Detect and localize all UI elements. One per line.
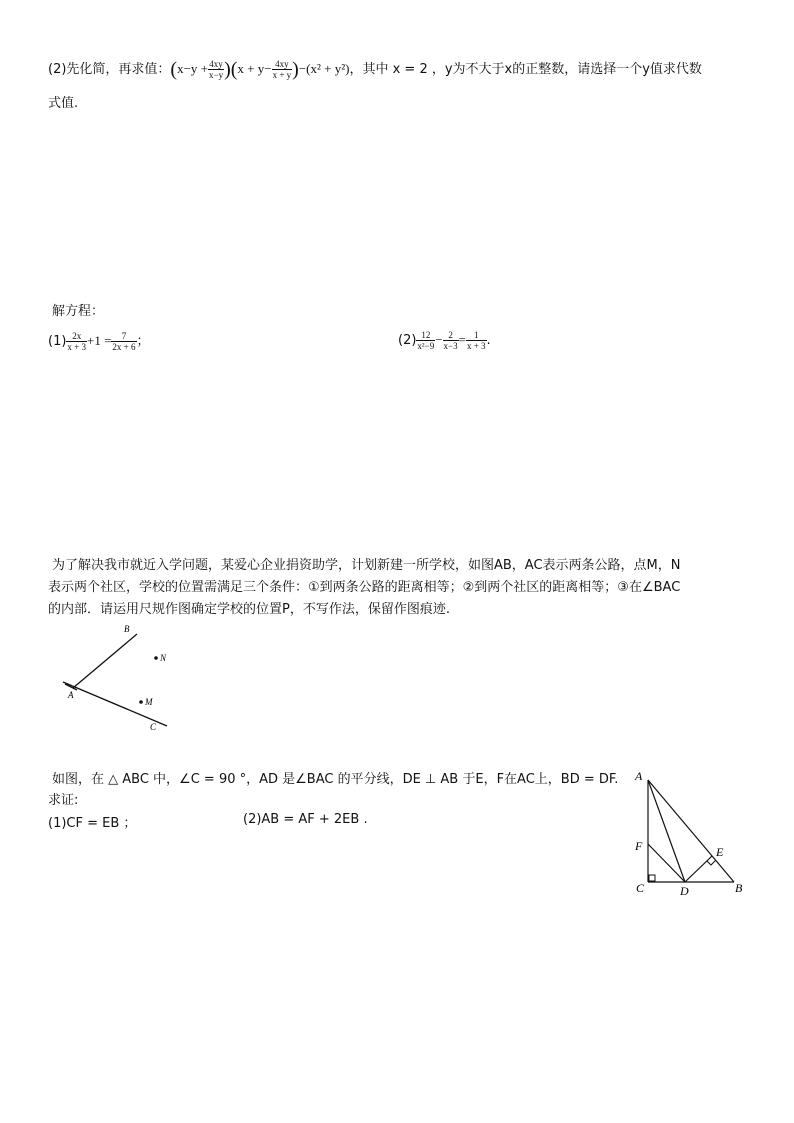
label-b: B — [735, 881, 743, 895]
q3-line2: 表示两个社区，学校的位置需满足三个条件：①到两条公路的距离相等；②到两个社区的距离相等；③在∠BAC — [48, 580, 681, 595]
label-a: A — [635, 769, 643, 783]
q1-term2-left: x + y− — [237, 61, 272, 76]
label-c: C — [150, 722, 157, 732]
q3-line3: 的内部．请运用尺规作图确定学校的位置P，不写作法，保留作图痕迹. — [48, 602, 450, 617]
q2-p2-fraction-2: $\frac{2}{x-3}$ — [443, 330, 458, 351]
q3-figure — [55, 620, 195, 735]
q1-prefix: (2)先化简，再求值： — [48, 62, 171, 77]
q2-p1-fraction-1: $\frac{2x}{x + 3}$ — [67, 331, 86, 352]
q2-p1-fraction-2: $\frac{7}{2x + 6}$ — [112, 331, 136, 352]
point-m — [139, 700, 143, 704]
segment-de — [685, 856, 712, 882]
q1-term3: −(x² + y²) — [298, 61, 350, 76]
q3-line1: 为了解决我市就近入学问题，某爱心企业捐资助学，计划新建一所学校，如图AB，AC表示两条公路，点M，N — [52, 558, 681, 573]
label-n: N — [160, 653, 167, 663]
q4-part1: (1)CF = EB ； — [48, 816, 137, 831]
q2-p2-fraction-1: $\frac{12}{\text{x²−9}}$ — [417, 330, 435, 351]
q2-p2-fraction-3: $\frac{1}{x + 3}$ — [466, 330, 486, 351]
label-e: E — [716, 845, 724, 859]
q1-fraction-2: $\frac{4xy}{x + y}$ — [272, 59, 292, 80]
q1-fraction-1: $\frac{4xy}{x-y}$ — [209, 59, 224, 80]
right-angle-c — [649, 875, 655, 881]
label-c: C — [636, 881, 645, 895]
q4-line1: 如图，在 △ ABC 中，∠C = 90 °，AD 是∠BAC 的平分线，DE ⊥ AB 于E，F在AC上，BD = DF. — [52, 772, 619, 787]
segment-ad — [648, 780, 685, 882]
q4-triangle-figure — [630, 768, 755, 898]
label-f: F — [635, 839, 643, 853]
road-ab — [73, 634, 137, 688]
label-d: D — [680, 884, 689, 898]
q1-condition: ，其中 x = 2 ，y为不大于x的正整数，请选择一个y值求代数 — [349, 62, 702, 77]
q1-line1: (2)先化简，再求值：(x−y + $\frac{4xy}{x-y}$ )(x + y− $\frac{4xy}{x + y}$ )−(x² + y²)，其中 x = 2 ，y为不大于x的正整数，请选择一个y值求代数 — [48, 58, 702, 81]
segment-fd — [648, 844, 685, 882]
side-ab — [648, 780, 734, 882]
q1-line2: 式值. — [48, 96, 79, 111]
q1-term1-left: x−y + — [177, 61, 209, 76]
q2-part1: (1) $\frac{2x}{x + 3}$ +1 = $\frac{7}{2x + 6}$ ； — [48, 331, 150, 352]
label-m: M — [145, 697, 153, 707]
q2-part2: (2) $\frac{12}{\text{x²−9}}$ − $\frac{2}{x-3}$ = $\frac{1}{x + 3}$ . — [398, 330, 491, 351]
label-b: B — [124, 624, 130, 634]
label-a: A — [68, 690, 74, 700]
right-angle-e — [707, 860, 716, 865]
q4-part2: (2)AB = AF + 2EB . — [243, 812, 368, 827]
point-n — [154, 656, 158, 660]
q4-line2: 求证: — [48, 793, 79, 808]
q2-title: 解方程： — [52, 304, 105, 319]
